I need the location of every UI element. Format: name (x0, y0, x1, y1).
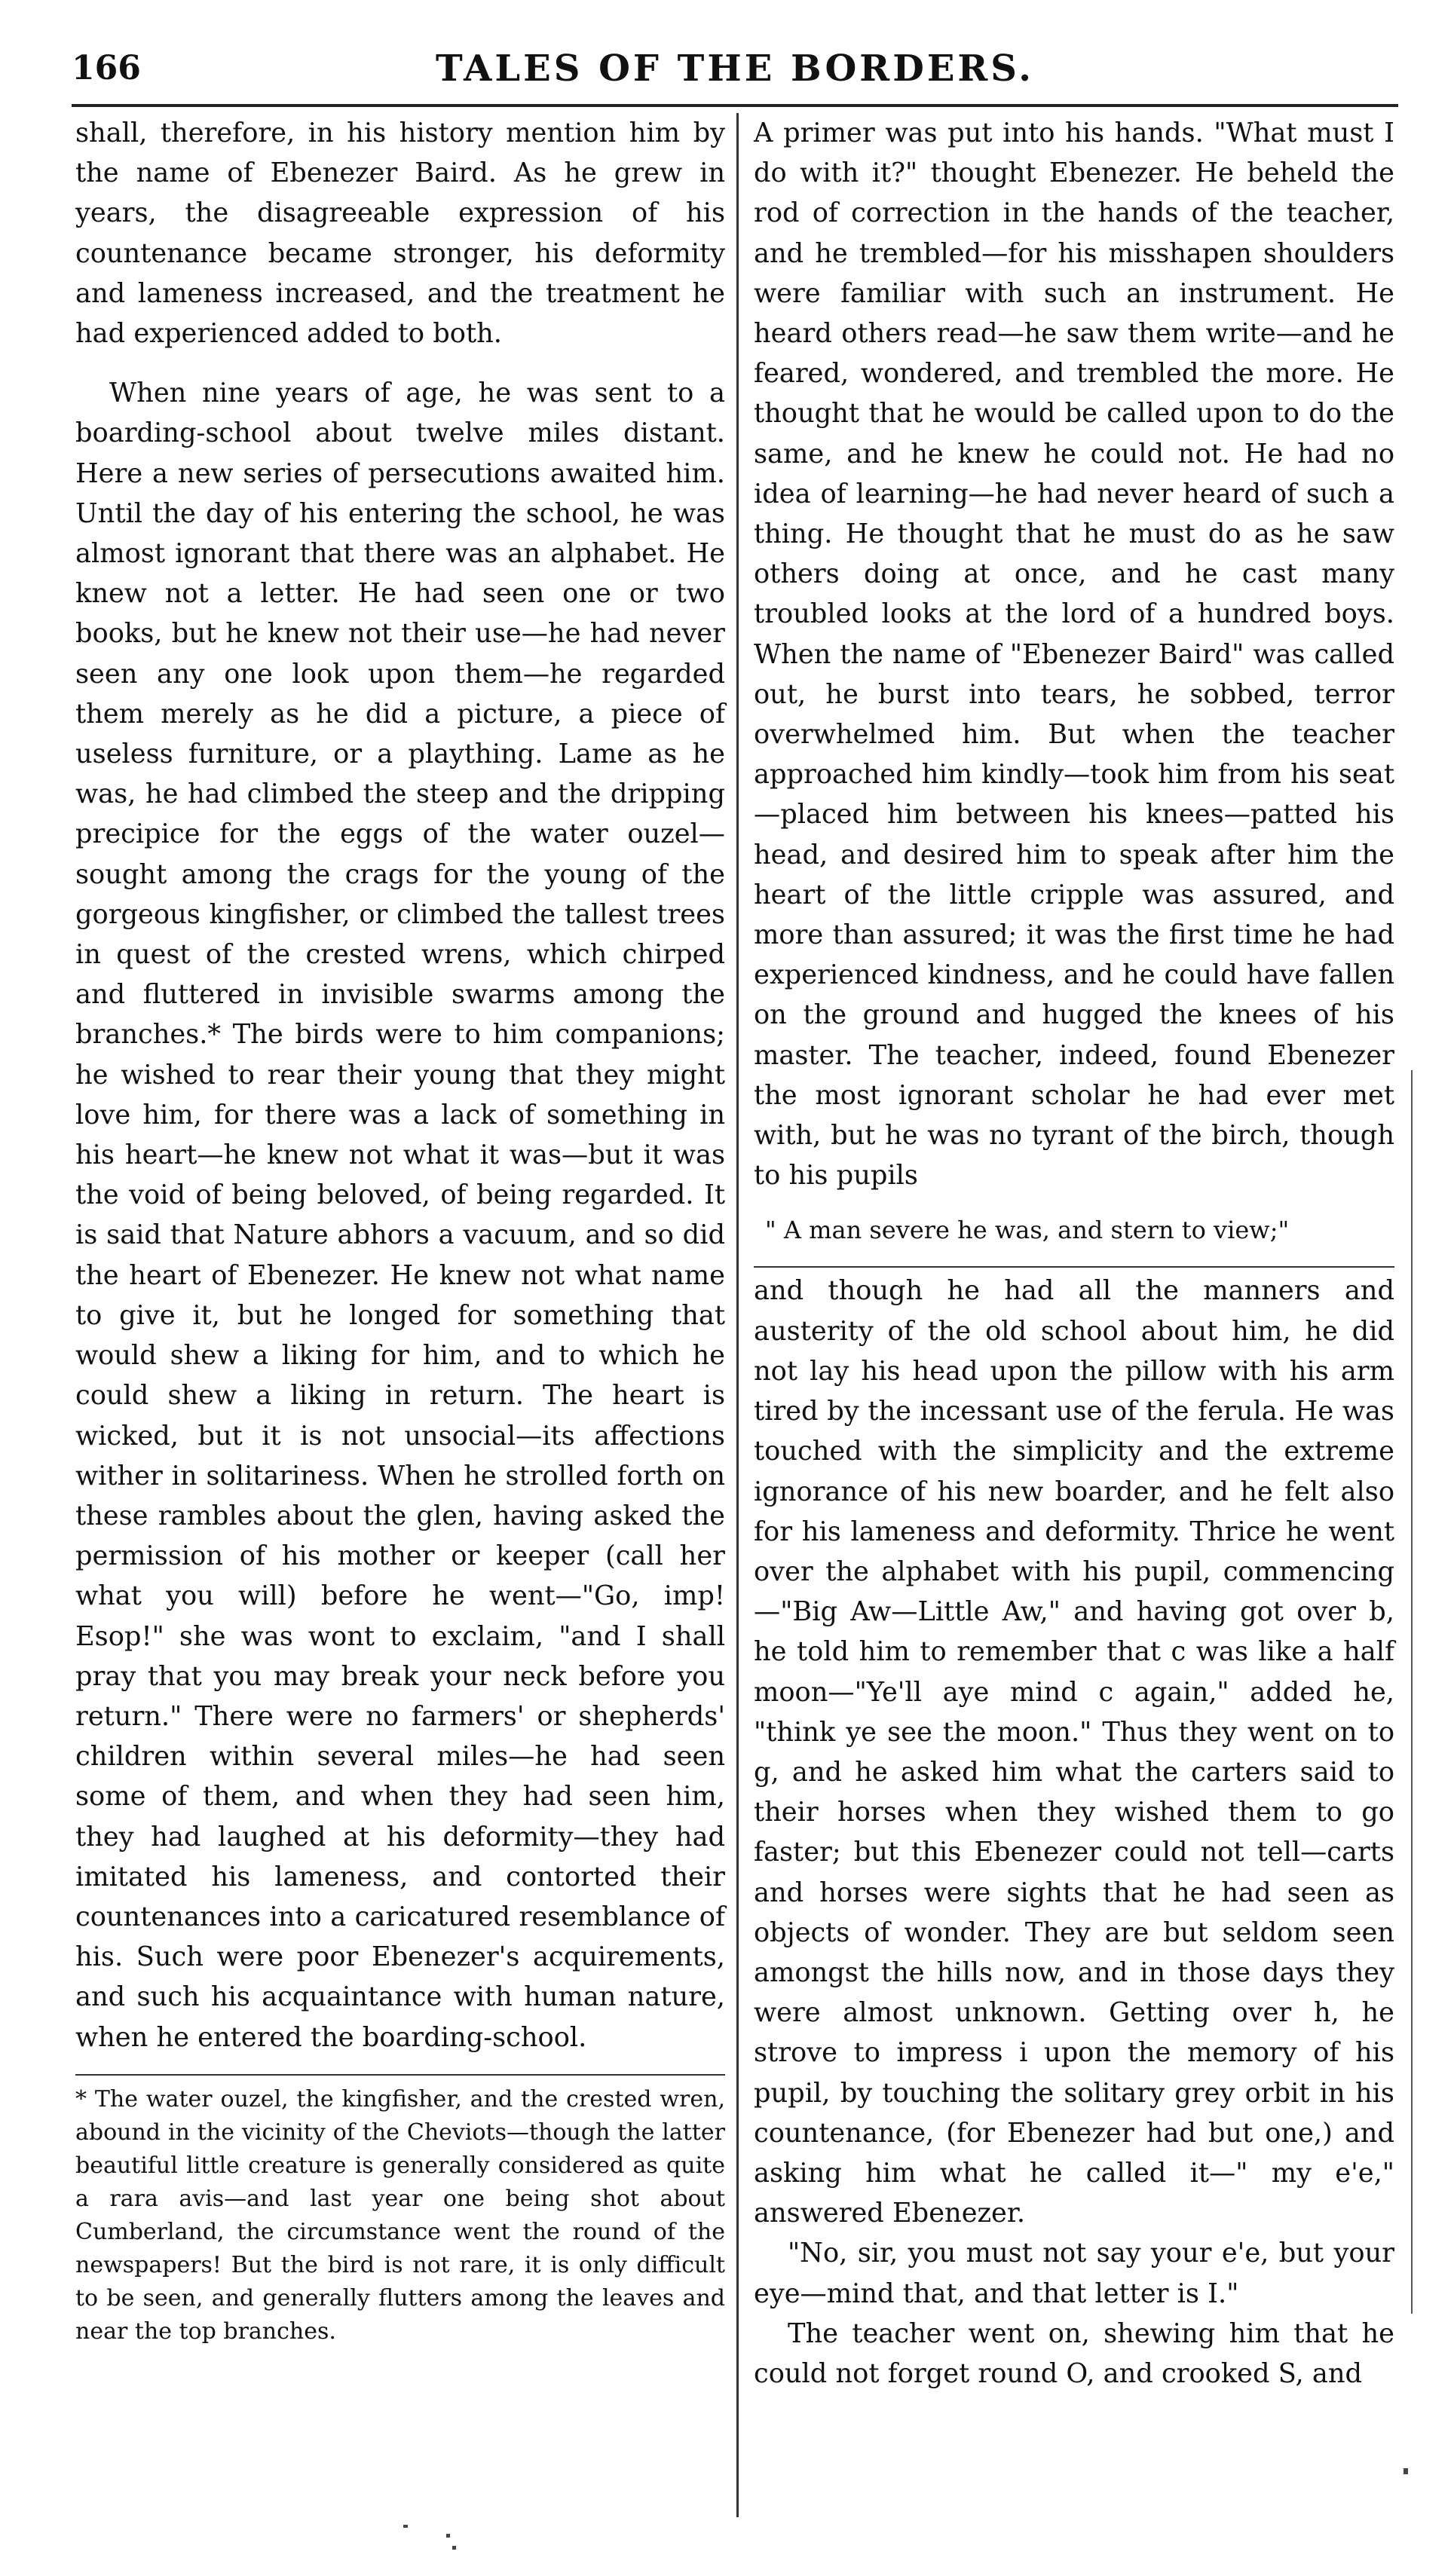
running-title: TALES OF THE BORDERS. (436, 47, 1034, 90)
header-rule (72, 104, 1398, 107)
page-number: 166 (72, 49, 141, 87)
footnote: * The water ouzel, the kingfisher, and the crested wren, abound in the vicinity of the Cheviots—though the latter beautiful little creature is generally considered as quite a rara avis—and last year one being shot about Cumberland, the circumstance went the round of the newspapers! But the bird is not rare, it is only difficult to be seen, and generally flutters among the leaves and near the top branches. (75, 2085, 725, 2345)
print-speck (1403, 2468, 1408, 2474)
right-paragraph-4: The teacher went on, shewing him that he could not forget round O, and crooked S, and (754, 2317, 1394, 2389)
footnote-rule (75, 2074, 725, 2076)
print-speck (446, 2534, 450, 2538)
quote-rule (754, 1266, 1394, 1268)
right-paragraph-2: and though he had all the manners and austerity of the old school about him, he did not lay his head upon the pillow with his arm tired by the incessant use of the ferula. He was touched with the simplicity and the extreme ignorance of his new boarder, and he felt also for his lameness and deformity. Thrice he went over the alphabet with his pupil, commencing—"Big Aw—Little Aw," and having got over b, he told him to remember that c was like a half moon—"Ye'll aye mind c again," added he, "think ye see the moon." Thus they went on to g, and he asked him what the carters said to their horses when they wished them to go faster; but this Ebenezer could not tell—carts and horses were sights that he had seen as objects of wonder. They are but seldom seen amongst the hills now, and in those days they were almost unknown. Getting over h, he strove to impress i upon the memory of his pupil, by touching the solitary grey orbit in his countenance, (for Ebenezer had but one,) and asking him what he called it—" my e'e," answered Ebenezer. (754, 1275, 1394, 2229)
page-header (72, 41, 1398, 102)
right-paragraph-3: "No, sir, you must not say your e'e, but your eye—mind that, and that letter is I." (754, 2238, 1394, 2309)
verse-quote: " A man severe he was, and stern to view;" (765, 1216, 1290, 1245)
left-column (75, 113, 725, 2348)
print-speck (403, 2525, 408, 2528)
left-paragraph-1: shall, therefore, in his history mention him by the name of Ebenezer Baird. As he grew in years, the disagreeable expression of his countenance became stronger, his deformity and lameness increased, and the treatment he had experienced added to both. (75, 118, 725, 350)
column-divider (736, 113, 739, 2517)
print-speck (452, 2546, 456, 2550)
right-paragraph-1: A primer was put into his hands. "What must I do with it?" thought Ebenezer. He beheld the rod of correction in the hands of the teacher, and he trembled—for his misshapen shoulders were familiar with such an instrument. He heard others read—he saw them write—and he feared, wondered, and trembled the more. He thought that he would be called upon to do the same, and he knew he could not. He had no idea of learning—he had never heard of such a thing. He thought that he must do as he saw others doing at once, and he cast many troubled looks at the lord of a hundred boys. When the name of "Ebenezer Baird" was called out, he burst into tears, he sobbed, terror overwhelmed him. But when the teacher approached him kindly—took him from his seat—placed him between his knees—patted his head, and desired him to speak after him the heart of the little cripple was assured, and more than assured; it was the first time he had experienced kindness, and he could have fallen on the ground and hugged the knees of his master. The teacher, indeed, found Ebenezer the most ignorant scholar he had ever met with, but he was no tyrant of the birch, though to his pupils (754, 118, 1394, 1192)
page-edge-rule (1411, 1070, 1413, 2314)
left-paragraph-2: When nine years of age, he was sent to a boarding-school about twelve miles distant. Here a new series of persecutions awaited him. Until the day of his entering the school, he was almost ignorant that there was an alphabet. He knew not a letter. He had seen one or two books, but he knew not their use—he had never seen any one look upon them—he regarded them merely as he did a picture, a piece of useless furniture, or a plaything. Lame as he was, he had climbed the steep and the dripping precipice for the eggs of the water ouzel—sought among the crags for the young of the gorgeous kingfisher, or climbed the tallest trees in quest of the crested wrens, which chirped and fluttered in invisible swarms among the branches.* The birds were to him companions; he wished to rear their young that they might love him, for there was a lack of something in his heart—he knew not what it was—but it was the void of being beloved, of being regarded. It is said that Nature abhors a vacuum, and so did the heart of Ebenezer. He knew not what name to give it, but he longed for something that would shew a liking for him, and to which he could shew a liking in return. The heart is wicked, but it is not unsocial—its affections wither in solitariness. When he strolled forth on these rambles about the glen, having asked the permission of his mother or keeper (call her what you will) before he went—"Go, imp! Esop!" she was wont to exclaim, "and I shall pray that you may break your neck before you return." There were no farmers' or shepherds' children within several miles—he had seen some of them, and when they had seen him, they had laughed at his deformity—they had imitated his lameness, and contorted their countenances into a caricatured resemblance of his. Such were poor Ebenezer's acquirements, and such his acquaintance with human nature, when he entered the boarding-school. (75, 378, 725, 2053)
right-column (754, 113, 1394, 2394)
